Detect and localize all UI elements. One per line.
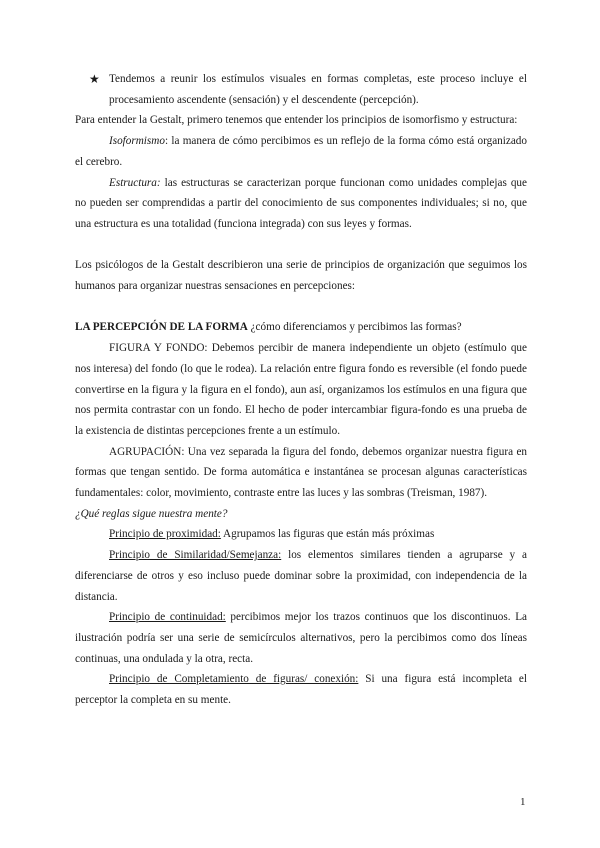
isoformismo-term: Isoformismo xyxy=(109,135,165,148)
isoformismo-paragraph xyxy=(75,131,527,172)
estructura-term: Estructura: xyxy=(109,176,161,189)
section-heading: LA PERCEPCIÓN DE LA FORMA xyxy=(75,321,248,334)
principle-proximidad-text: Agrupamos las figuras que están más próximas xyxy=(220,528,435,541)
principle-completamiento xyxy=(75,669,527,710)
star-bullet-icon: ★ xyxy=(89,72,100,86)
reglas-question xyxy=(75,504,527,525)
spacer xyxy=(75,297,527,318)
bullet-text: Tendemos a reunir los estímulos visuales en formas completas, este proceso incluye el procesamiento ascendente (sensación) y el descendente (percepción). xyxy=(109,73,527,106)
principle-continuidad-title: Principio de continuidad: xyxy=(109,611,226,624)
section-heading-line xyxy=(75,317,527,338)
figura-fondo-paragraph: FIGURA Y FONDO: Debemos percibir de manera independiente un objeto (estímulo que nos interesa) del fondo (lo que le rodea). La relación entre figura fondo es reversible (el fondo puede convertirse en la figura y la figura en el fondo), aun así, organizamos los estímulos en una figura que nos permita contrastar con un fondo. El hecho de poder intercambiar figura-fondo es una prueba de la existencia de distintas percepciones frente a un estímulo. xyxy=(75,342,527,437)
document-body xyxy=(75,69,527,711)
spacer xyxy=(75,235,527,256)
estructura-paragraph xyxy=(75,173,527,235)
principle-similaridad-text: los elementos similares tienden a agruparse y a diferenciarse de otros y eso incluso puede dominar sobre la proximidad, con independencia de la distancia. xyxy=(75,549,527,603)
principle-similaridad-title: Principio de Similaridad/Semejanza: xyxy=(109,549,282,562)
agrupacion-paragraph: AGRUPACIÓN: Una vez separada la figura del fondo, debemos organizar nuestra figura en formas que tengan sentido. De forma automática e instantánea se procesan algunas características fundamentales: color, movimiento, contraste entre las luces y las sombras (Treisman, 1987). xyxy=(75,445,527,500)
principle-completamiento-title: Principio de Completamiento de figuras/ conexión: xyxy=(109,673,359,686)
estructura-text: las estructuras se caracterizan porque funcionan como unidades complejas que no pueden ser comprendidas a partir del conocimiento de sus componentes individuales; si no, que una estructura es una totalidad (funciona integrada) con sus leyes y formas. xyxy=(75,176,527,230)
section-question: ¿cómo diferenciamos y percibimos las formas? xyxy=(247,321,462,334)
organization-paragraph: Los psicólogos de la Gestalt describieron una serie de principios de organización que seguimos los humanos para organizar nuestras sensaciones en percepciones: xyxy=(75,259,527,293)
principle-completamiento-text: Si una figura está incompleta el perceptor la completa en su mente. xyxy=(75,673,527,707)
principle-continuidad-text: percibimos mejor los trazos continuos que los discontinuos. La ilustración podría ser una serie de semicírculos alternativos, pero la percibimos como dos líneas continuas, una ondulada y la otra, recta. xyxy=(75,611,527,665)
page-number: 1 xyxy=(520,796,526,808)
principle-continuidad xyxy=(75,607,527,669)
bullet-item xyxy=(75,69,527,110)
reglas-question-text: ¿Qué reglas sigue nuestra mente? xyxy=(75,507,228,520)
principle-similaridad xyxy=(75,545,527,607)
isoformismo-text: : la manera de cómo percibimos es un reflejo de la forma cómo está organizado el cerebro. xyxy=(75,135,527,168)
intro-paragraph: Para entender la Gestalt, primero tenemos que entender los principios de isomorfismo y estructura: xyxy=(75,114,518,127)
principle-proximidad xyxy=(75,524,527,545)
principle-proximidad-title: Principio de proximidad: xyxy=(109,528,221,541)
